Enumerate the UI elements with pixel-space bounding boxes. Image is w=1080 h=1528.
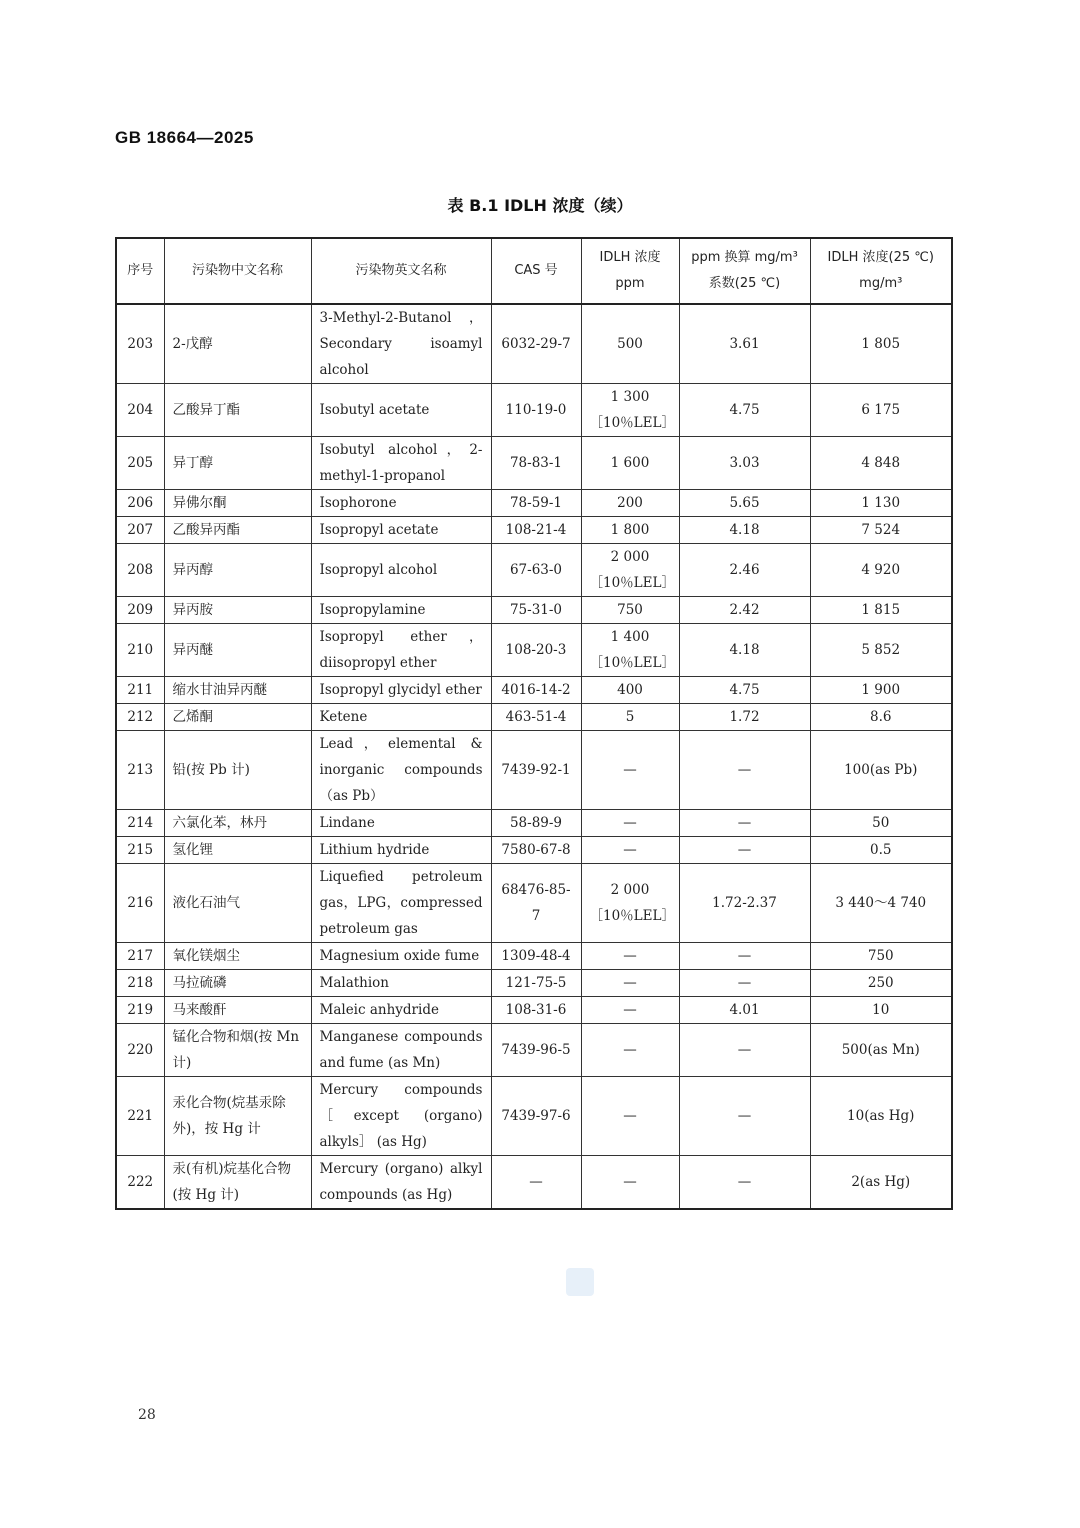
cell-en-name: Isobutyl acetate <box>311 384 491 437</box>
cell-cas: 121-75-5 <box>491 970 581 997</box>
cell-cas: 67-63-0 <box>491 544 581 597</box>
cell-cas: 78-83-1 <box>491 437 581 490</box>
cell-cn-name: 乙酸异丙酯 <box>164 517 311 544</box>
cell-factor: 2.42 <box>679 597 810 624</box>
cell-idlh-ppm: — <box>581 943 679 970</box>
cell-cn-name: 乙酸异丁酯 <box>164 384 311 437</box>
cell-en-name: Isobutyl alcohol，2-methyl-1-propanol <box>311 437 491 490</box>
table-row <box>116 864 952 943</box>
cell-factor: 1.72-2.37 <box>679 864 810 943</box>
cell-idlh-mg: 1 815 <box>810 597 952 624</box>
cell-cn-name: 锰化合物和烟(按 Mn 计) <box>164 1024 311 1077</box>
cell-en-name: Isopropyl glycidyl ether <box>311 677 491 704</box>
cell-no: 209 <box>116 597 164 624</box>
cell-idlh-ppm: — <box>581 837 679 864</box>
cell-idlh-ppm: 400 <box>581 677 679 704</box>
cell-idlh-mg: 10 <box>810 997 952 1024</box>
column-header-cas: CAS 号 <box>491 238 581 304</box>
table-row <box>116 624 952 677</box>
cell-no: 208 <box>116 544 164 597</box>
cell-idlh-mg: 50 <box>810 810 952 837</box>
cell-no: 218 <box>116 970 164 997</box>
cell-idlh-ppm: — <box>581 970 679 997</box>
cell-en-name: Isopropyl alcohol <box>311 544 491 597</box>
cell-en-name: Lead，elemental & inorganic compounds （as Pb） <box>311 731 491 810</box>
cell-idlh-ppm: 2 000 ［10％LEL］ <box>581 544 679 597</box>
cell-no: 212 <box>116 704 164 731</box>
cell-idlh-ppm: 750 <box>581 597 679 624</box>
cell-cn-name: 异丁醇 <box>164 437 311 490</box>
watermark-stamp <box>566 1268 594 1296</box>
column-header-en-name: 污染物英文名称 <box>311 238 491 304</box>
cell-en-name: Lithium hydride <box>311 837 491 864</box>
cell-no: 203 <box>116 304 164 384</box>
cell-cas: 6032-29-7 <box>491 304 581 384</box>
cell-factor: 3.03 <box>679 437 810 490</box>
cell-idlh-mg: 5 852 <box>810 624 952 677</box>
cell-no: 211 <box>116 677 164 704</box>
cell-en-name: Liquefied petroleum gas，LPG，compressed petroleum gas <box>311 864 491 943</box>
idlh-table <box>115 237 953 1210</box>
cell-cas: 108-31-6 <box>491 997 581 1024</box>
cell-cn-name: 马来酸酐 <box>164 997 311 1024</box>
cell-idlh-ppm: — <box>581 1077 679 1156</box>
cell-cas: 78-59-1 <box>491 490 581 517</box>
cell-factor: 3.61 <box>679 304 810 384</box>
cell-no: 222 <box>116 1156 164 1210</box>
cell-idlh-ppm: 1 800 <box>581 517 679 544</box>
cell-factor: — <box>679 837 810 864</box>
cell-idlh-mg: 750 <box>810 943 952 970</box>
cell-cn-name: 2-戊醇 <box>164 304 311 384</box>
cell-cn-name: 乙烯酮 <box>164 704 311 731</box>
cell-cas: — <box>491 1156 581 1210</box>
cell-cas: 108-21-4 <box>491 517 581 544</box>
cell-idlh-mg: 7 524 <box>810 517 952 544</box>
table-row <box>116 1077 952 1156</box>
cell-en-name: Isopropyl ether，diisopropyl ether <box>311 624 491 677</box>
cell-cas: 108-20-3 <box>491 624 581 677</box>
cell-cas: 110-19-0 <box>491 384 581 437</box>
cell-no: 213 <box>116 731 164 810</box>
cell-en-name: Isopropylamine <box>311 597 491 624</box>
cell-en-name: Isopropyl acetate <box>311 517 491 544</box>
cell-no: 217 <box>116 943 164 970</box>
cell-idlh-ppm: 1 400 ［10％LEL］ <box>581 624 679 677</box>
cell-idlh-ppm: 1 600 <box>581 437 679 490</box>
cell-cn-name: 汞(有机)烷基化合物(按 Hg 计) <box>164 1156 311 1210</box>
cell-no: 210 <box>116 624 164 677</box>
cell-no: 204 <box>116 384 164 437</box>
table-row <box>116 943 952 970</box>
cell-factor: 4.75 <box>679 677 810 704</box>
table-row <box>116 704 952 731</box>
cell-idlh-ppm: 500 <box>581 304 679 384</box>
cell-no: 207 <box>116 517 164 544</box>
cell-idlh-ppm: — <box>581 997 679 1024</box>
column-header-cn-name: 污染物中文名称 <box>164 238 311 304</box>
table-row <box>116 731 952 810</box>
table-row <box>116 810 952 837</box>
cell-idlh-mg: 100(as Pb) <box>810 731 952 810</box>
table-title: 表 B.1 IDLH 浓度（续） <box>447 196 633 215</box>
cell-idlh-mg: 4 848 <box>810 437 952 490</box>
cell-idlh-ppm: — <box>581 1156 679 1210</box>
cell-idlh-ppm: — <box>581 731 679 810</box>
table-row <box>116 517 952 544</box>
cell-cas: 68476-85-7 <box>491 864 581 943</box>
cell-factor: — <box>679 1077 810 1156</box>
cell-cn-name: 缩水甘油异丙醚 <box>164 677 311 704</box>
cell-no: 220 <box>116 1024 164 1077</box>
cell-idlh-mg: 500(as Mn) <box>810 1024 952 1077</box>
cell-cas: 58-89-9 <box>491 810 581 837</box>
column-header-idlh-ppm: IDLH 浓度 ppm <box>581 238 679 304</box>
cell-factor: — <box>679 1156 810 1210</box>
table-row <box>116 1024 952 1077</box>
cell-factor: 4.01 <box>679 997 810 1024</box>
cell-idlh-mg: 4 920 <box>810 544 952 597</box>
cell-cn-name: 氢化锂 <box>164 837 311 864</box>
cell-factor: — <box>679 970 810 997</box>
cell-no: 214 <box>116 810 164 837</box>
cell-no: 215 <box>116 837 164 864</box>
table-row <box>116 1156 952 1210</box>
cell-idlh-mg: 1 130 <box>810 490 952 517</box>
table-row <box>116 490 952 517</box>
cell-cn-name: 异丙胺 <box>164 597 311 624</box>
table-row <box>116 544 952 597</box>
cell-en-name: Maleic anhydride <box>311 997 491 1024</box>
cell-no: 206 <box>116 490 164 517</box>
cell-cas: 1309-48-4 <box>491 943 581 970</box>
cell-cn-name: 汞化合物(烷基汞除外)，按 Hg 计 <box>164 1077 311 1156</box>
page-number: 28 <box>138 1407 156 1423</box>
cell-cas: 7439-92-1 <box>491 731 581 810</box>
cell-idlh-mg: 6 175 <box>810 384 952 437</box>
cell-idlh-mg: 2(as Hg) <box>810 1156 952 1210</box>
cell-idlh-ppm: 200 <box>581 490 679 517</box>
cell-factor: 5.65 <box>679 490 810 517</box>
cell-cas: 463-51-4 <box>491 704 581 731</box>
cell-cas: 7580-67-8 <box>491 837 581 864</box>
cell-factor: — <box>679 943 810 970</box>
table-header-row <box>116 238 952 304</box>
cell-en-name: Mercury compounds ［except (organo) alkyls］ (as Hg) <box>311 1077 491 1156</box>
cell-factor: — <box>679 1024 810 1077</box>
cell-cas: 4016-14-2 <box>491 677 581 704</box>
cell-idlh-ppm: — <box>581 810 679 837</box>
cell-factor: — <box>679 731 810 810</box>
cell-idlh-mg: 1 900 <box>810 677 952 704</box>
table-row <box>116 304 952 384</box>
cell-factor: 4.18 <box>679 517 810 544</box>
cell-cn-name: 异佛尔酮 <box>164 490 311 517</box>
cell-cn-name: 铅(按 Pb 计) <box>164 731 311 810</box>
cell-en-name: Manganese compounds and fume (as Mn) <box>311 1024 491 1077</box>
table-row <box>116 677 952 704</box>
table-row <box>116 837 952 864</box>
cell-cn-name: 氧化镁烟尘 <box>164 943 311 970</box>
cell-cn-name: 六氯化苯，林丹 <box>164 810 311 837</box>
cell-factor: 2.46 <box>679 544 810 597</box>
cell-cn-name: 液化石油气 <box>164 864 311 943</box>
table-row <box>116 997 952 1024</box>
cell-cas: 75-31-0 <box>491 597 581 624</box>
cell-idlh-mg: 250 <box>810 970 952 997</box>
cell-en-name: Mercury (organo) alkyl compounds (as Hg) <box>311 1156 491 1210</box>
cell-cas: 7439-97-6 <box>491 1077 581 1156</box>
column-header-idlh-mg: IDLH 浓度(25 ℃) mg/m³ <box>810 238 952 304</box>
cell-factor: 4.18 <box>679 624 810 677</box>
cell-idlh-ppm: — <box>581 1024 679 1077</box>
table-row <box>116 970 952 997</box>
cell-no: 216 <box>116 864 164 943</box>
cell-cn-name: 异丙醚 <box>164 624 311 677</box>
cell-idlh-ppm: 5 <box>581 704 679 731</box>
standard-code: GB 18664—2025 <box>115 128 254 147</box>
cell-en-name: Lindane <box>311 810 491 837</box>
cell-idlh-ppm: 1 300 ［10％LEL］ <box>581 384 679 437</box>
cell-no: 219 <box>116 997 164 1024</box>
cell-cas: 7439-96-5 <box>491 1024 581 1077</box>
cell-idlh-mg: 10(as Hg) <box>810 1077 952 1156</box>
cell-en-name: Magnesium oxide fume <box>311 943 491 970</box>
cell-en-name: Isophorone <box>311 490 491 517</box>
cell-factor: 1.72 <box>679 704 810 731</box>
table-row <box>116 597 952 624</box>
cell-en-name: Ketene <box>311 704 491 731</box>
cell-cn-name: 马拉硫磷 <box>164 970 311 997</box>
table-row <box>116 437 952 490</box>
cell-idlh-mg: 8.6 <box>810 704 952 731</box>
cell-no: 205 <box>116 437 164 490</box>
cell-en-name: 3-Methyl-2-Butanol，Secondary isoamyl alcohol <box>311 304 491 384</box>
cell-idlh-mg: 0.5 <box>810 837 952 864</box>
cell-no: 221 <box>116 1077 164 1156</box>
cell-en-name: Malathion <box>311 970 491 997</box>
cell-cn-name: 异丙醇 <box>164 544 311 597</box>
column-header-no: 序号 <box>116 238 164 304</box>
cell-factor: — <box>679 810 810 837</box>
cell-idlh-mg: 1 805 <box>810 304 952 384</box>
cell-idlh-mg: 3 440～4 740 <box>810 864 952 943</box>
table-row <box>116 384 952 437</box>
column-header-factor: ppm 换算 mg/m³ 系数(25 ℃) <box>679 238 810 304</box>
cell-idlh-ppm: 2 000 ［10％LEL］ <box>581 864 679 943</box>
cell-factor: 4.75 <box>679 384 810 437</box>
